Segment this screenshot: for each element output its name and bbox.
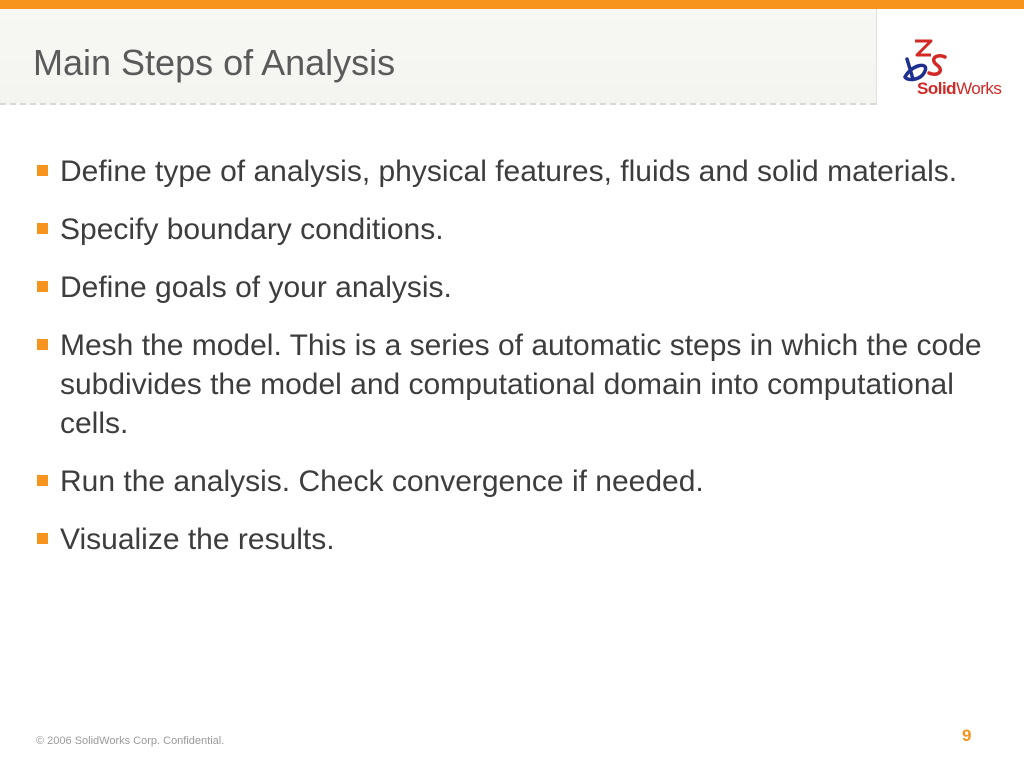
square-bullet-icon xyxy=(37,475,48,486)
page-number: 9 xyxy=(962,726,972,745)
slide-title: Main Steps of Analysis xyxy=(33,42,396,83)
bullet-text: Define goals of your analysis. xyxy=(60,271,452,304)
copyright-footer: © 2006 SolidWorks Corp. Confidential. xyxy=(36,735,225,747)
top-accent-bar xyxy=(0,0,1024,9)
bullet-text: Define type of analysis, physical features, fluids and solid materials. xyxy=(60,155,958,188)
bullet-item xyxy=(36,326,986,443)
square-bullet-icon xyxy=(37,281,48,292)
bullet-text: Visualize the results. xyxy=(60,523,335,556)
bullet-item xyxy=(36,152,986,191)
bullet-text: Mesh the model. This is a series of automatic steps in which the code subdivides the model and computational domain into computational cells. xyxy=(60,329,982,440)
square-bullet-icon xyxy=(37,223,48,234)
bullet-text: Specify boundary conditions. xyxy=(60,213,444,246)
logo-works-text: Works xyxy=(956,79,1002,98)
logo-wordmark xyxy=(917,79,1001,99)
bullet-list xyxy=(36,152,986,578)
logo-solid-text: Solid xyxy=(917,79,957,98)
bullet-item xyxy=(36,520,986,559)
solidworks-logo xyxy=(876,9,1024,105)
bullet-text: Run the analysis. Check convergence if needed. xyxy=(60,465,704,498)
title-band xyxy=(0,9,876,105)
bullet-item xyxy=(36,210,986,249)
bullet-item xyxy=(36,462,986,501)
bullet-item xyxy=(36,268,986,307)
square-bullet-icon xyxy=(37,165,48,176)
square-bullet-icon xyxy=(37,339,48,350)
square-bullet-icon xyxy=(37,533,48,544)
